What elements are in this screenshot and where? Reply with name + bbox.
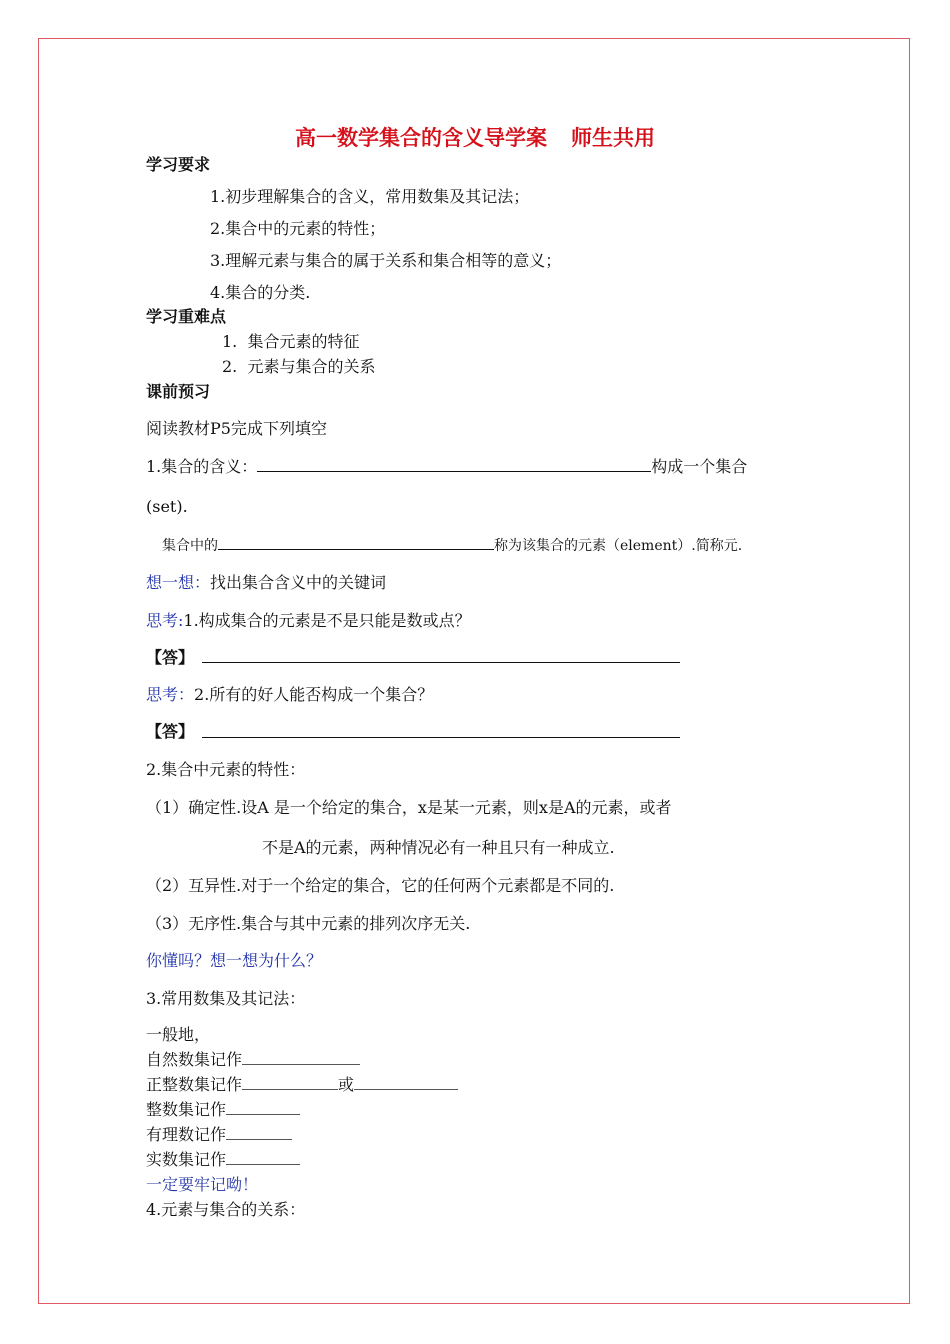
positive-int-blank-1[interactable] xyxy=(242,1075,338,1090)
real-line xyxy=(146,1147,300,1170)
page-title xyxy=(0,122,950,152)
preview-heading: 课前预习 xyxy=(146,382,211,401)
ponder-2-line xyxy=(146,682,433,705)
ponder-2-label: 思考： xyxy=(146,685,195,704)
key-points-heading: 学习重难点 xyxy=(146,307,227,326)
positive-int-line xyxy=(146,1072,458,1095)
think-line xyxy=(146,570,386,593)
real-label: 实数集记作 xyxy=(146,1150,227,1169)
property-2: （2）互异性.对于一个给定的集合，它的任何两个元素都是不同的. xyxy=(146,876,615,895)
preview-intro: 阅读教材P5完成下列填空 xyxy=(146,419,327,438)
property-1b: 不是A的元素，两种情况必有一种且只有一种成立. xyxy=(262,838,615,857)
number-sets-heading: 3.常用数集及其记法： xyxy=(146,989,306,1008)
q1b-prefix: 集合中的 xyxy=(162,538,218,554)
rational-blank[interactable] xyxy=(226,1125,292,1140)
question-1-line xyxy=(146,454,747,477)
question-1b-line xyxy=(162,535,742,555)
natural-numbers-line xyxy=(146,1047,360,1070)
positive-int-blank-2[interactable] xyxy=(354,1075,458,1090)
think-label: 想一想： xyxy=(146,573,211,592)
requirement-item-4: 4.集合的分类. xyxy=(210,283,311,302)
properties-heading: 2.集合中元素的特性： xyxy=(146,760,306,779)
key-point-item-2: 2. 元素与集合的关系 xyxy=(222,357,376,376)
title-sub: 师生共用 xyxy=(571,126,655,150)
ponder-1-label: 思考: xyxy=(146,611,184,630)
relation-heading: 4.元素与集合的关系： xyxy=(146,1200,306,1219)
think-text: 找出集合含义中的关键词 xyxy=(210,573,387,592)
ponder-1-line xyxy=(146,608,471,631)
answer-2-blank[interactable] xyxy=(202,737,680,738)
integer-label: 整数集记作 xyxy=(146,1100,227,1119)
answer-1-label: 【答】 xyxy=(146,648,195,667)
q1-prefix: 1.集合的含义： xyxy=(146,457,258,476)
real-blank[interactable] xyxy=(226,1150,300,1165)
key-point-item-1: 1. 集合元素的特征 xyxy=(222,332,360,351)
number-sets-generally: 一般地， xyxy=(146,1025,211,1044)
properties-question: 你懂吗？想一想为什么？ xyxy=(146,951,323,970)
requirements-heading: 学习要求 xyxy=(146,155,211,174)
answer-2-label: 【答】 xyxy=(146,722,195,741)
q1b-suffix: 称为该集合的元素（element）.简称元. xyxy=(494,538,743,554)
requirement-item-3: 3.理解元素与集合的属于关系和集合相等的意义； xyxy=(210,251,562,270)
natural-blank[interactable] xyxy=(242,1050,360,1065)
requirement-item-2: 2.集合中的元素的特性； xyxy=(210,219,386,238)
property-3: （3）无序性.集合与其中元素的排列次序无关. xyxy=(146,914,471,933)
integer-line xyxy=(146,1097,300,1120)
remember-note: 一定要牢记呦！ xyxy=(146,1175,259,1194)
q1b-blank[interactable] xyxy=(218,535,494,550)
requirement-item-1: 1.初步理解集合的含义，常用数集及其记法； xyxy=(210,187,530,206)
q1-continuation: (set). xyxy=(146,497,188,516)
rational-line xyxy=(146,1122,292,1145)
rational-label: 有理数记作 xyxy=(146,1125,227,1144)
positive-int-label: 正整数集记作 xyxy=(146,1075,243,1094)
q1-suffix: 构成一个集合 xyxy=(651,457,748,476)
natural-label: 自然数集记作 xyxy=(146,1050,243,1069)
title-main: 高一数学集合的含义导学案 xyxy=(295,126,547,150)
answer-1-blank[interactable] xyxy=(202,662,680,663)
q1-blank[interactable] xyxy=(257,457,651,472)
integer-blank[interactable] xyxy=(226,1100,300,1115)
or-label: 或 xyxy=(338,1075,355,1094)
ponder-2-text: 2.所有的好人能否构成一个集合？ xyxy=(194,685,434,704)
property-1a: （1）确定性.设A 是一个给定的集合，x是某一元素，则x是A的元素，或者 xyxy=(146,798,672,817)
ponder-1-text: 1.构成集合的元素是不是只能是数或点？ xyxy=(183,611,471,630)
